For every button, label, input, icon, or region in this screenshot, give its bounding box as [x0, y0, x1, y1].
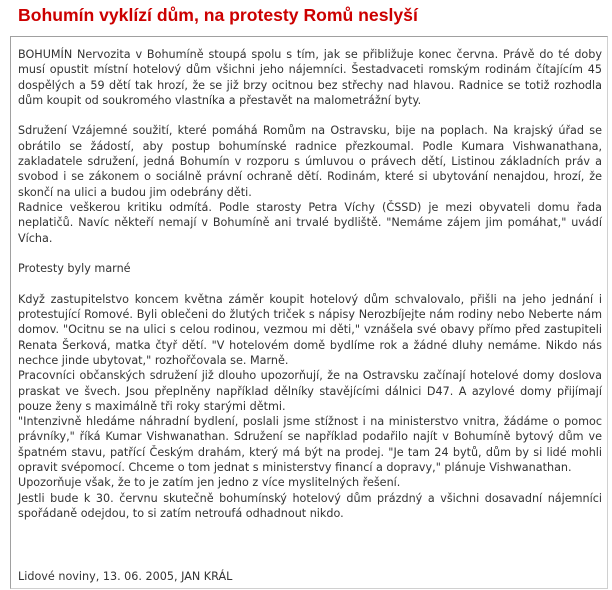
article-paragraph-6: "Intenzivně hledáme náhradní bydlení, poslali jsme stížnost i na ministerstvo vnitra, žádáme o pomoc právníky," říká Kumar Vishwanathan. Sdružení se například podařilo najít v Bohumíně bytový dům ve špatném stavu, patřící Českým drahám, který má být na prodej. "Je tam 24 bytů, dům by si lidé mohli opravit svépomocí. Chceme o tom jednat s ministerstvy financí a dopravy," plánuje Vishwanathan. [18, 415, 602, 475]
article-paragraph-7: Upozorňuje však, že to je zatím jen jedno z více myslitelných řešení. [18, 476, 401, 490]
section-heading: Protesty byly marné [18, 262, 131, 276]
article-paragraph-3: Radnice veškerou kritiku odmítá. Podle starosty Petra Víchy (ČSSD) je mezi obyvateli domu řada neplatičů. Navíc někteří nemají v Bohumíně ani trvalé bydliště. "Nemáme zájem jim pomáhat," uvádí Vícha. [18, 200, 602, 245]
article-paragraph-5: Pracovníci občanských sdružení již dlouho upozorňují, že na Ostravsku začínají hotelové domy doslova praskat ve švech. Jsou přeplněny například dělníky stavějícími dálnici D47. A azylové domy přijímají pouze ženy s maximálně tři roky starými dětmi. [18, 369, 602, 413]
article-body [18, 47, 602, 521]
article-paragraph-1: BOHUMÍN Nervozita v Bohumíně stoupá spolu s tím, jak se přibližuje konec června. Právě do té doby musí opustit místní hotelový dům všichni jeho nájemníci. Šestadvaceti romským rodinám čítajícím 45 dospělých a 59 dětí tak hrozí, že se již brzy ocitnou bez střechy nad hlavou. Radnice se totiž rozhodla dům koupit od soukromého vlastníka a přestavět na malometrážní byty. [18, 48, 602, 107]
article-paragraph-8: Jestli bude k 30. červnu skutečně bohumínský hotelový dům prázdný a všichni dosavadní nájemníci spořádaně odejdou, to si zatím netroufá odhadnout nikdo. [18, 491, 602, 520]
article-source: Lidové noviny, 13. 06. 2005, JAN KRÁL [18, 570, 233, 583]
article-paragraph-4: Když zastupitelstvo koncem května záměr koupit hotelový dům schvalovalo, přišli na jeho jednání i protestující Romové. Byli oblečeni do žlutých triček s nápisy Nerozbíjejte nám rodiny nebo Neberte nám domov. "Ocitnu se na ulici s celou rodinou, vezmou mi děti," vznášela své obavy přímo před zastupiteli Renata Šerková, matka čtyř dětí. "V hotelovém domě bydlíme rok a žádné dluhy nemáme. Nikdo nás nechce jinde ubytovat," rozhořčovala se. Marně. [18, 292, 602, 367]
article-paragraph-2: Sdružení Vzájemné soužití, které pomáhá Romům na Ostravsku, bije na poplach. Na krajský úřad se obrátilo se žádostí, aby postup bohumínské radnice přezkoumal. Podle Kumara Vishwanathana, zakladatele sdružení, jedná Bohumín v rozporu s úmluvou o právech dětí, Listinou základních práv a svobod i se zákonem o sociálně právní ochraně dětí. Rodinám, které si ubytování nenajdou, hrozí, že skončí na ulici a budou jim odebrány děti. [18, 124, 602, 199]
article-title: Bohumín vyklízí dům, na protesty Romů neslyší [18, 5, 418, 25]
